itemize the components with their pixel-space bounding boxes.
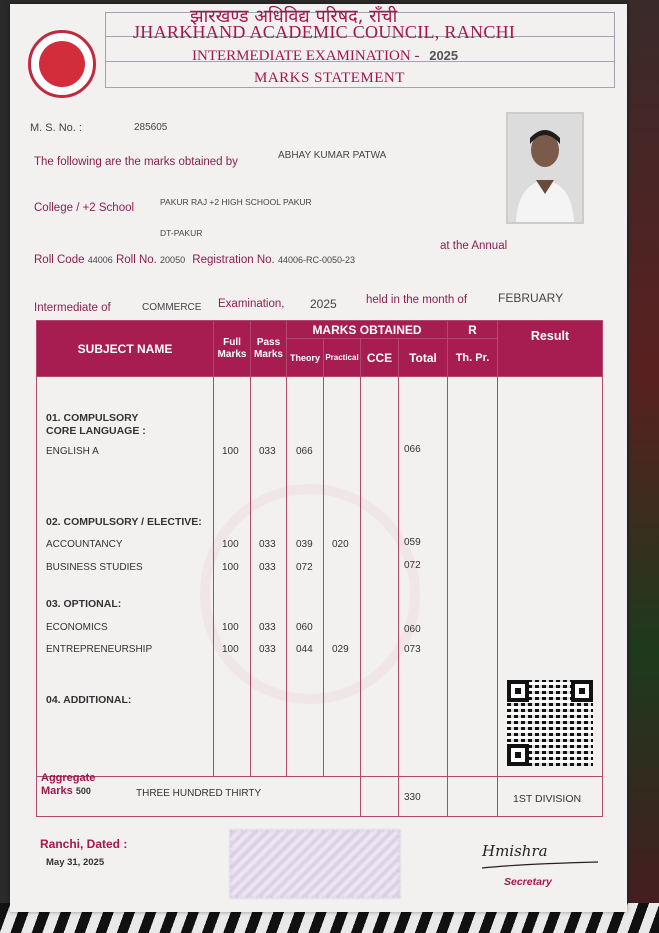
- exam-year-value: 2025: [310, 297, 337, 311]
- practical-cell: 020: [332, 539, 349, 550]
- marks-obtained-header: MARKS OBTAINED: [287, 321, 448, 339]
- redacted-area: [230, 830, 400, 898]
- intro-label: The following are the marks obtained by: [34, 156, 238, 168]
- exam-year: 2025: [429, 48, 459, 63]
- result-division: 1ST DIVISION: [513, 793, 582, 805]
- marks-statement-sheet: [10, 4, 627, 912]
- theory-cell: 039: [296, 539, 313, 550]
- roll-no: 20050: [160, 255, 186, 265]
- hindi-council-name: झारखण्ड अधिविद्य परिषद, राँची: [190, 6, 398, 27]
- month: FEBRUARY: [498, 291, 564, 305]
- full-marks-cell: 100: [222, 622, 239, 633]
- total-header: Total: [399, 339, 448, 377]
- exam-label: INTERMEDIATE EXAMINATION -: [192, 48, 420, 64]
- total-cell: 060: [404, 624, 421, 635]
- section-core-language: 01. COMPULSORY CORE LANGUAGE :: [46, 412, 146, 437]
- subject-accountancy: ACCOUNTANCY: [46, 539, 123, 550]
- full-marks-header: Full Marks: [214, 321, 251, 377]
- place-dated-label: Ranchi, Dated :: [40, 837, 128, 851]
- full-marks-cell: 100: [222, 562, 239, 573]
- aggregate-label: Aggregate Marks 500: [41, 772, 96, 797]
- college-label: College / +2 School: [34, 202, 135, 214]
- subject-header: SUBJECT NAME: [37, 321, 214, 377]
- full-marks-cell: 100: [222, 644, 239, 655]
- intermediate-of-label: Intermediate of: [34, 302, 111, 314]
- signature-underline: [480, 860, 600, 872]
- theory-header: Theory: [287, 339, 324, 377]
- total-cell: 059: [404, 537, 421, 548]
- secretary-signature: Hmishra: [482, 842, 548, 860]
- total-cell: 072: [404, 560, 421, 571]
- aggregate-words: THREE HUNDRED THIRTY: [136, 788, 262, 799]
- background-edge-right: [629, 0, 659, 933]
- subject-entrepreneurship: ENTREPRENEURSHIP: [46, 644, 153, 655]
- theory-cell: 066: [296, 446, 313, 457]
- pass-marks-cell: 033: [259, 539, 276, 550]
- council-logo: [28, 30, 96, 98]
- roll-code-label: Roll Code: [34, 254, 85, 266]
- student-name: ABHAY KUMAR PATWA: [278, 150, 387, 161]
- subject-english-a: ENGLISH A: [46, 446, 99, 457]
- registration-no: 44006-RC-0050-23: [277, 255, 356, 265]
- stream: COMMERCE: [142, 302, 202, 313]
- pass-marks-cell: 033: [259, 622, 276, 633]
- practical-header: Practical: [324, 339, 361, 377]
- r-header: R: [448, 321, 498, 339]
- exam-title: [192, 48, 458, 65]
- qr-code: [507, 680, 593, 766]
- aggregate-max: 500: [75, 786, 91, 796]
- theory-cell: 060: [296, 622, 313, 633]
- cce-header: CCE: [361, 339, 399, 377]
- council-name: JHARKHAND ACADEMIC COUNCIL, RANCHI: [133, 22, 516, 42]
- held-label: held in the month of: [366, 294, 468, 306]
- secretary-label: Secretary: [504, 876, 552, 888]
- annual-label: at the Annual: [440, 240, 508, 252]
- section-compulsory-elective: 02. COMPULSORY / ELECTIVE:: [46, 516, 202, 528]
- pass-marks-header: Pass Marks: [251, 321, 287, 377]
- practical-cell: 029: [332, 644, 349, 655]
- theory-cell: 072: [296, 562, 313, 573]
- roll-line: [34, 254, 355, 266]
- full-marks-cell: 100: [222, 539, 239, 550]
- ms-no-label: M. S. No. :: [30, 122, 82, 134]
- roll-code: 44006: [87, 255, 113, 265]
- aggregate-total: 330: [404, 792, 421, 803]
- student-photo: [506, 112, 584, 224]
- full-marks-cell: 100: [222, 446, 239, 457]
- ms-no-value: 285605: [134, 122, 168, 133]
- subject-business-studies: BUSINESS STUDIES: [46, 562, 143, 573]
- subject-economics: ECONOMICS: [46, 622, 108, 633]
- section-optional: 03. OPTIONAL:: [46, 598, 122, 610]
- pass-marks-cell: 033: [259, 446, 276, 457]
- pass-marks-cell: 033: [259, 644, 276, 655]
- theory-cell: 044: [296, 644, 313, 655]
- document-title: MARKS STATEMENT: [254, 70, 405, 86]
- issue-date: May 31, 2025: [46, 857, 105, 868]
- total-cell: 066: [404, 444, 421, 455]
- r-sub-header: Th. Pr.: [448, 339, 498, 377]
- examination-label: Examination,: [218, 298, 285, 310]
- college-line2: DT-PAKUR: [160, 228, 203, 238]
- roll-no-label: Roll No.: [115, 254, 157, 266]
- college-line1: PAKUR RAJ +2 HIGH SCHOOL PAKUR: [160, 197, 312, 207]
- section-additional: 04. ADDITIONAL:: [46, 694, 132, 706]
- pass-marks-cell: 033: [259, 562, 276, 573]
- result-header: Result: [498, 321, 603, 377]
- registration-label: Registration No.: [192, 254, 275, 266]
- total-cell: 073: [404, 644, 421, 655]
